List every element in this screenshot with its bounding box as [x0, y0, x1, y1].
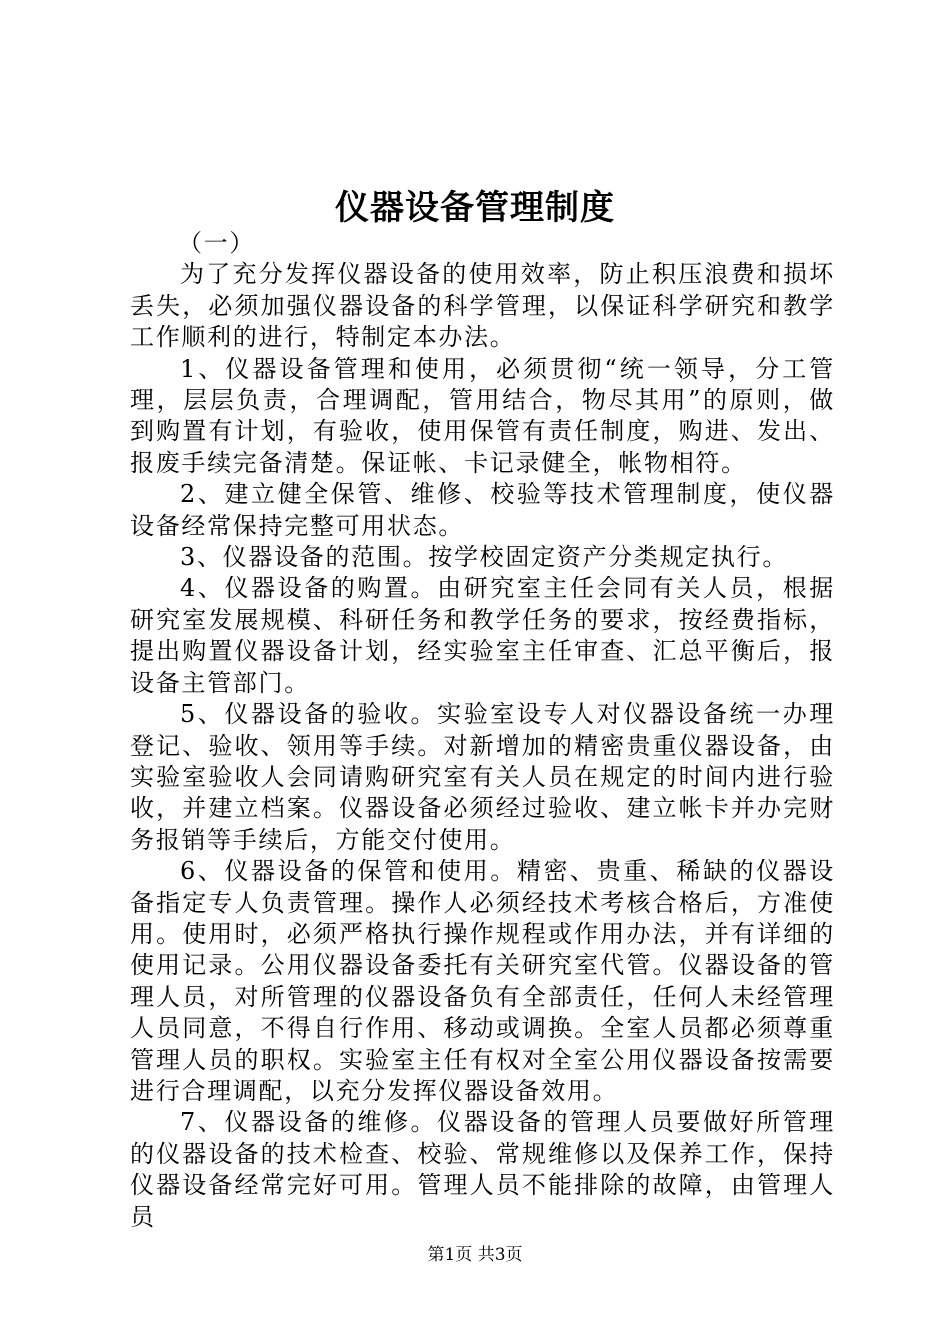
paragraph-intro: 为了充分发挥仪器设备的使用效率，防止积压浪费和损坏丢失，必须加强仪器设备的科学管理，以保证科学研究和教学工作顺利的进行，特制定本办法。 [130, 260, 835, 352]
section-marker: （一） [178, 229, 256, 257]
paragraph-6: 6、仪器设备的保管和使用。精密、贵重、稀缺的仪器设备指定专人负责管理。操作人必须经技术考核合格后，方准使用。使用时，必须严格执行操作规程或作用办法，并有详细的使用记录。公用仪器设备委托有关研究室代管。仪器设备的管理人员，对所管理的仪器设备负有全部责任，任何人未经管理人员同意，不得自行作用、移动或调换。全室人员都必须尊重管理人员的职权。实验室主任有权对全室公用仪器设备按需要进行合理调配，以充分发挥仪器设备效用。 [130, 857, 835, 1105]
document-body [130, 228, 835, 1233]
page-footer: 第1页 共3页 [427, 1245, 523, 1265]
paragraph-2: 2、建立健全保管、维修、校验等技术管理制度，使仪器设备经常保持完整可用状态。 [130, 480, 835, 540]
paragraph-3: 3、仪器设备的范围。按学校固定资产分类规定执行。 [180, 543, 789, 572]
paragraph-4: 4、仪器设备的购置。由研究室主任会同有关人员，根据研究室发展规模、科研任务和教学任务的要求，按经费指标，提出购置仪器设备计划，经实验室主任审查、汇总平衡后，报设备主管部门。 [130, 574, 835, 697]
paragraph-1: 1、仪器设备管理和使用，必须贯彻“统一领导，分工管理，层层负责，合理调配，管用结合，物尽其用”的原则，做到购置有计划，有验收，使用保管有责任制度，购进、发出、报废手续完备清楚。保证帐、卡记录健全，帐物相符。 [130, 354, 835, 477]
paragraph-5: 5、仪器设备的验收。实验室设专人对仪器设备统一办理登记、验收、领用等手续。对新增加的精密贵重仪器设备，由实验室验收人会同请购研究室有关人员在规定的时间内进行验收，并建立档案。仪器设备必须经过验收、建立帐卡并办完财务报销等手续后，方能交付使用。 [130, 700, 835, 854]
paragraph-7: 7、仪器设备的维修。仪器设备的管理人员要做好所管理的仪器设备的技术检查、校验、常规维修以及保养工作，保持仪器设备经常完好可用。管理人员不能排除的故障，由管理人员 [130, 1108, 835, 1231]
document-title: 仪器设备管理制度 [335, 188, 615, 228]
